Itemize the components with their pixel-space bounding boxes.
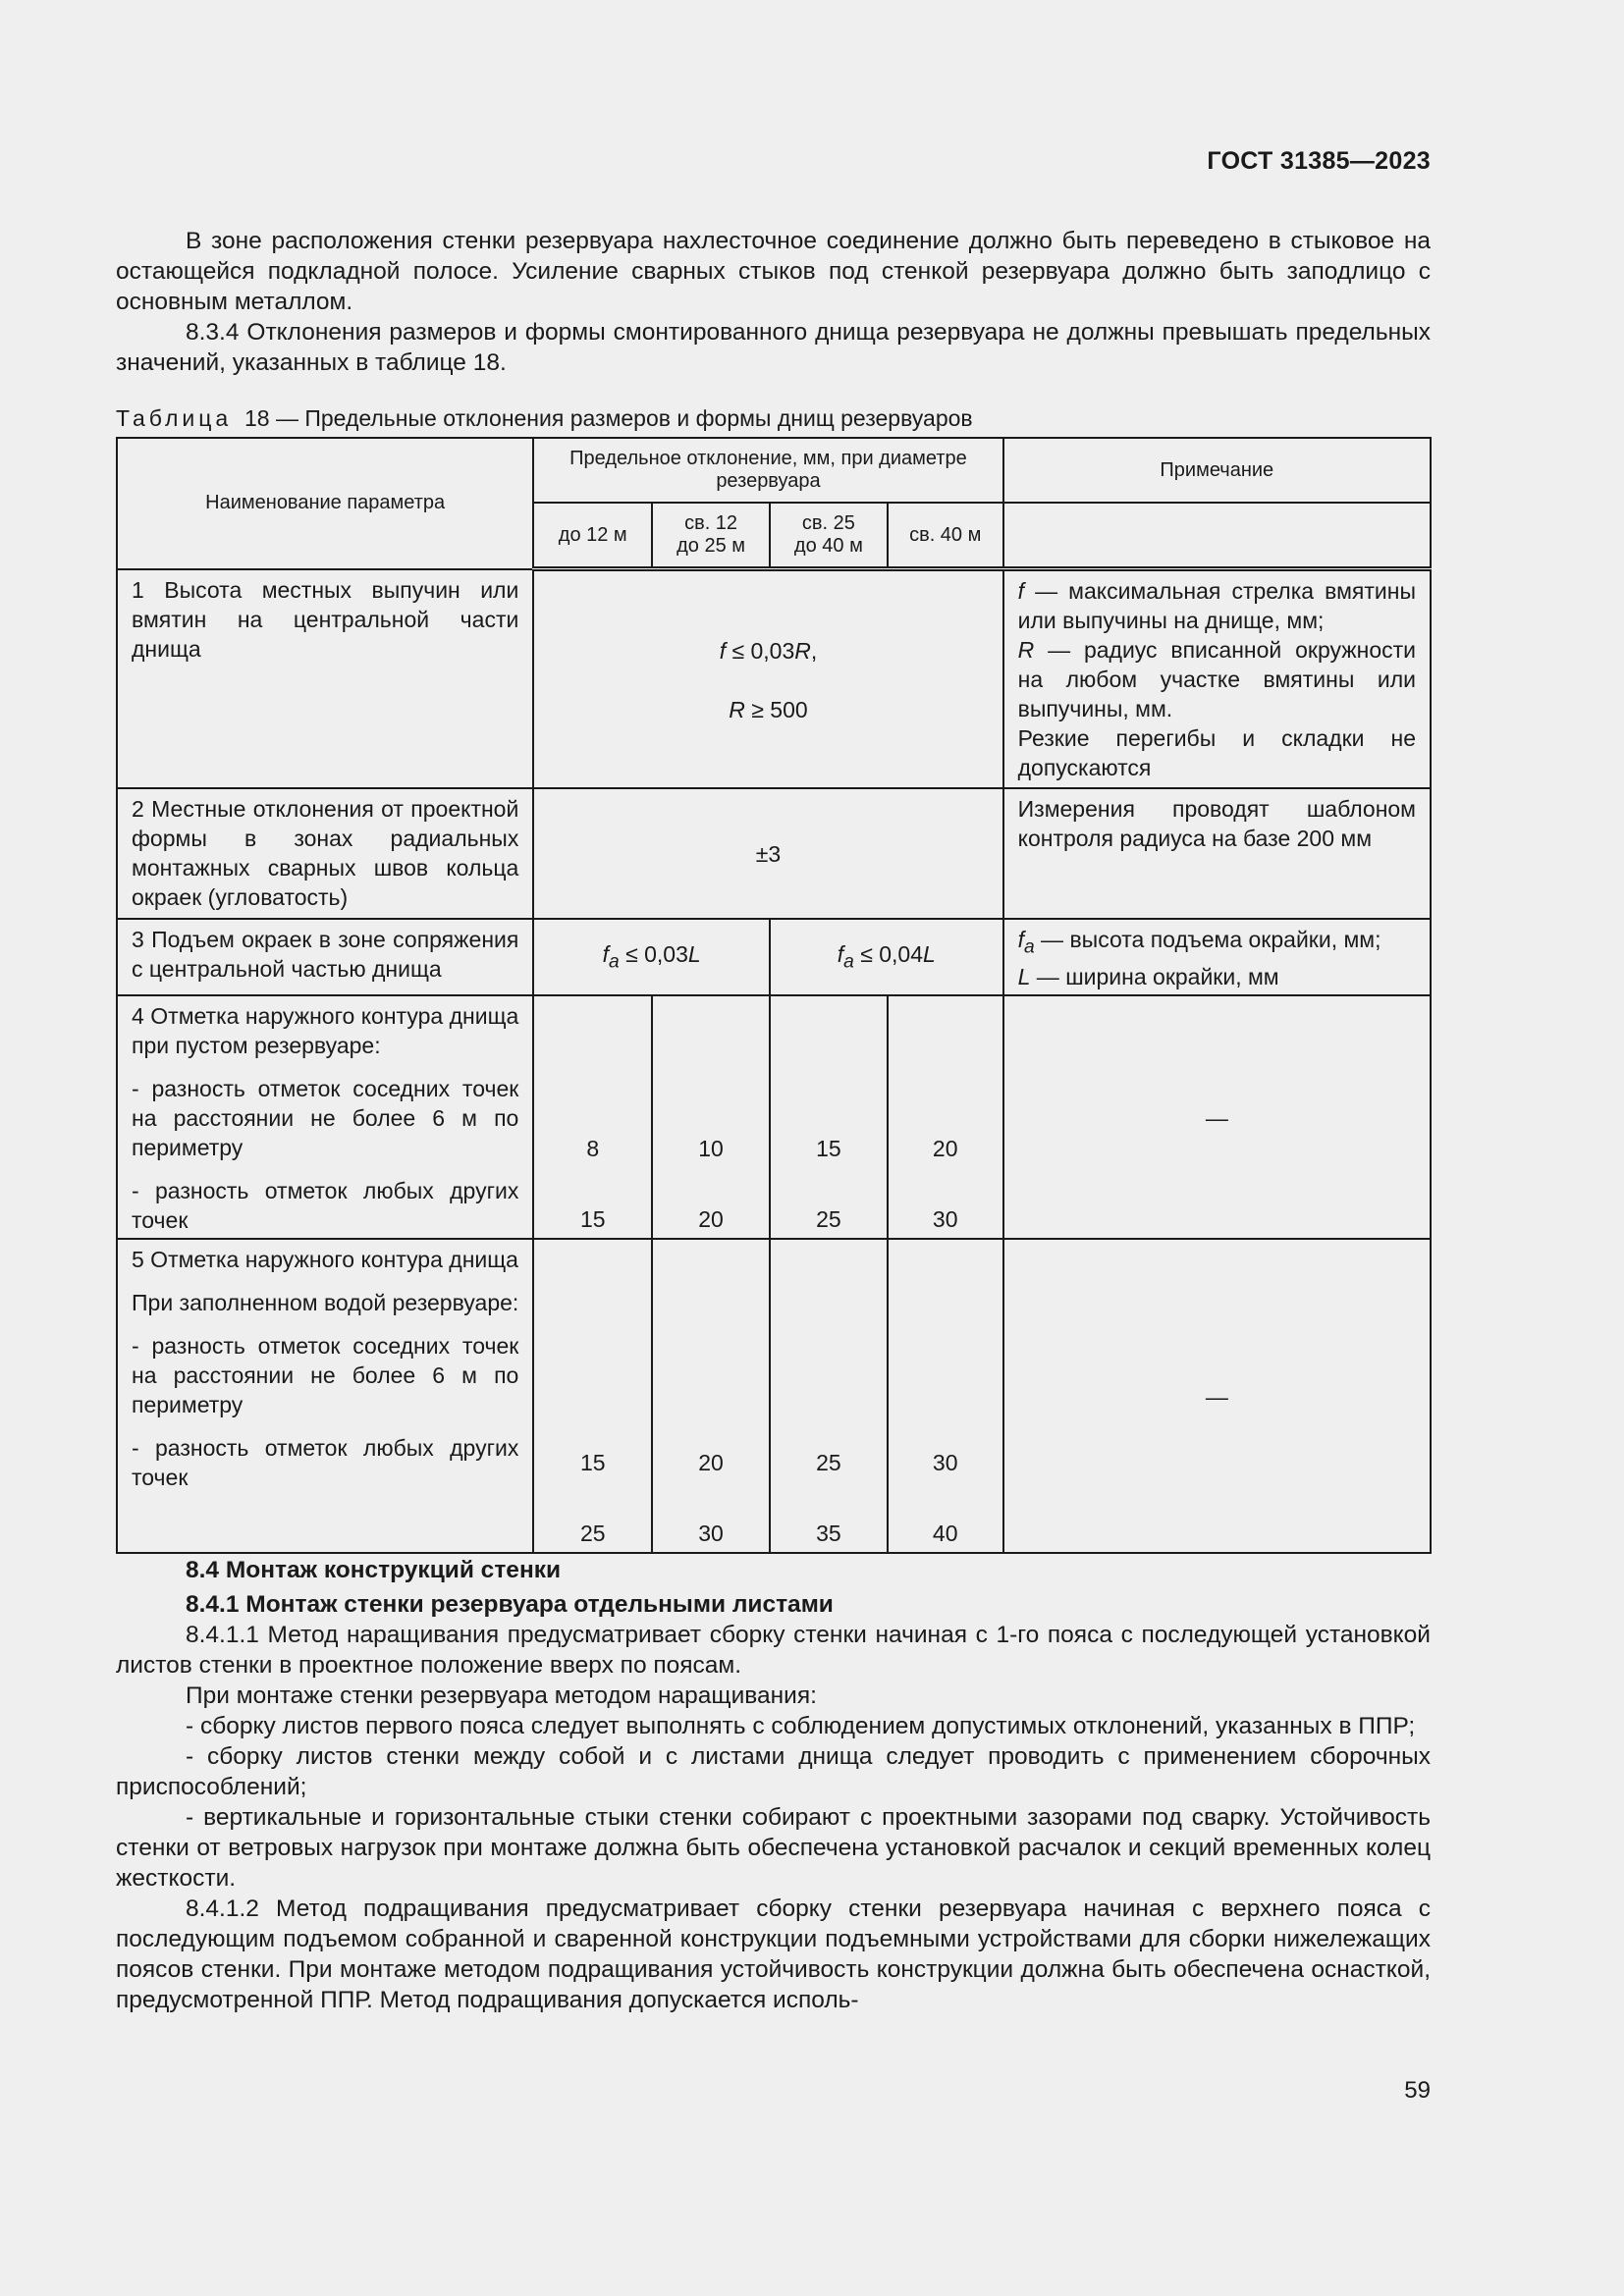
table-row [117,1239,1431,1553]
row1-note: f — максимальная стрелка вмятины или выпучины на днище, мм; R — радиус вписанной окружности на любом участке вмятины или выпучины, мм. Резкие перегибы и складки не допускаются [1003,569,1431,788]
row3-value-a: $f_a \le 0,03L$ [533,919,770,996]
row5-col1: 15 25 [533,1239,652,1553]
intro-text [116,226,1431,432]
paragraph: 8.4.1.2 Метод подращивания предусматривает сборку стенки резервуара начиная с верхнего пояса с последующим подъемом собранной и сваренной конструкции подъемными устройствами для сборки нижележащих поясов стенки. При монтаже методом подращивания устойчивость конструкции должна быть обеспечена оснасткой, предусмотренной ППР. Метод подращивания допускается исполь- [116,1896,1431,2013]
document-code: ГОСТ 31385—2023 [1207,147,1431,175]
row1-param: 1 Высота местных выпучин или вмятин на центральной части днища [117,569,533,788]
header-d3: св. 25 до 40 м [770,503,888,569]
row3-param: 3 Подъем окраек в зоне сопряжения с центральной частью днища [117,919,533,996]
row4-col3: 15 25 [770,995,888,1239]
row4-col2: 10 20 [652,995,770,1239]
header-note: Примечание [1003,438,1431,503]
table-row [117,995,1431,1239]
row5-note: — [1003,1239,1431,1553]
table-row [117,569,1431,788]
paragraph: - сборку листов стенки между собой и с листами днища следует проводить с применением сборочных приспособлений; [116,1743,1431,1800]
paragraph: 8.4.1.1 Метод наращивания предусматривает сборку стенки начиная с 1-го пояса с последующей установкой листов стенки в проектное положение вверх по поясам. [116,1622,1431,1679]
row5-col3: 25 35 [770,1239,888,1553]
table-row [117,919,1431,996]
row4-col1: 8 15 [533,995,652,1239]
header-param: Наименование параметра [117,438,533,569]
table-caption-label: Таблица [116,405,233,431]
row3-note: $f_a$ — высота подъема окрайки, мм; L — ширина окрайки, мм [1003,919,1431,996]
row2-param: 2 Местные отклонения от проектной формы в зонах радиальных монтажных сварных швов кольца окраек (угловатость) [117,788,533,919]
row5-col4: 30 40 [888,1239,1003,1553]
section-heading: 8.4 Монтаж конструкций стенки [186,1557,562,1583]
row2-value: ±3 [533,788,1002,919]
table-header-row [117,438,1431,503]
section-text [116,1555,1431,2015]
row4-col4: 20 30 [888,995,1003,1239]
row5-param: 5 Отметка наружного контура днища При заполненном водой резервуаре: - разность отметок соседних точек на расстоянии не более 6 м по периметру - разность отметок любых других точек [117,1239,533,1553]
header-d1: до 12 м [533,503,652,569]
paragraph: - сборку листов первого пояса следует выполнять с соблюдением допустимых отклонений, указанных в ППР; [186,1713,1416,1739]
table-row [117,788,1431,919]
row3-value-b: $f_a \le 0,04L$ [770,919,1003,996]
subsection-heading: 8.4.1 Монтаж стенки резервуара отдельными листами [186,1591,834,1618]
header-d4: св. 40 м [888,503,1003,569]
header-d2: св. 12 до 25 м [652,503,770,569]
table-caption [116,404,1431,432]
deviation-table [116,437,1432,1554]
row2-note: Измерения проводят шаблоном контроля радиуса на базе 200 мм [1003,788,1431,919]
table-caption-text: 18 — Предельные отклонения размеров и формы днищ резервуаров [244,405,973,431]
paragraph: В зоне расположения стенки резервуара нахлесточное соединение должно быть переведено в стыковое на остающейся подкладной полосе. Усиление сварных стыков под стенкой резервуара должно быть заподлицо с основным металлом. [116,228,1431,315]
paragraph: - вертикальные и горизонтальные стыки стенки собирают с проектными зазорами под сварку. Устойчивость стенки от ветровых нагрузок при монтаже должна быть обеспечена установкой расчалок и секций временных колец жесткости. [116,1804,1431,1892]
row4-param: 4 Отметка наружного контура днища при пустом резервуаре: - разность отметок соседних точек на расстоянии не более 6 м по периметру - разность отметок любых других точек [117,995,533,1239]
paragraph: При монтаже стенки резервуара методом наращивания: [186,1682,817,1709]
page-number: 59 [1404,2077,1431,2104]
paragraph: 8.3.4 Отклонения размеров и формы смонтированного днища резервуара не должны превышать предельных значений, указанных в таблице 18. [116,319,1431,376]
row4-note: — [1003,995,1431,1239]
header-deviation: Предельное отклонение, мм, при диаметре резервуара [533,438,1002,503]
row1-value: f ≤ 0,03R, R ≥ 500 [533,569,1002,788]
header-note-empty [1003,503,1431,569]
row5-col2: 20 30 [652,1239,770,1553]
